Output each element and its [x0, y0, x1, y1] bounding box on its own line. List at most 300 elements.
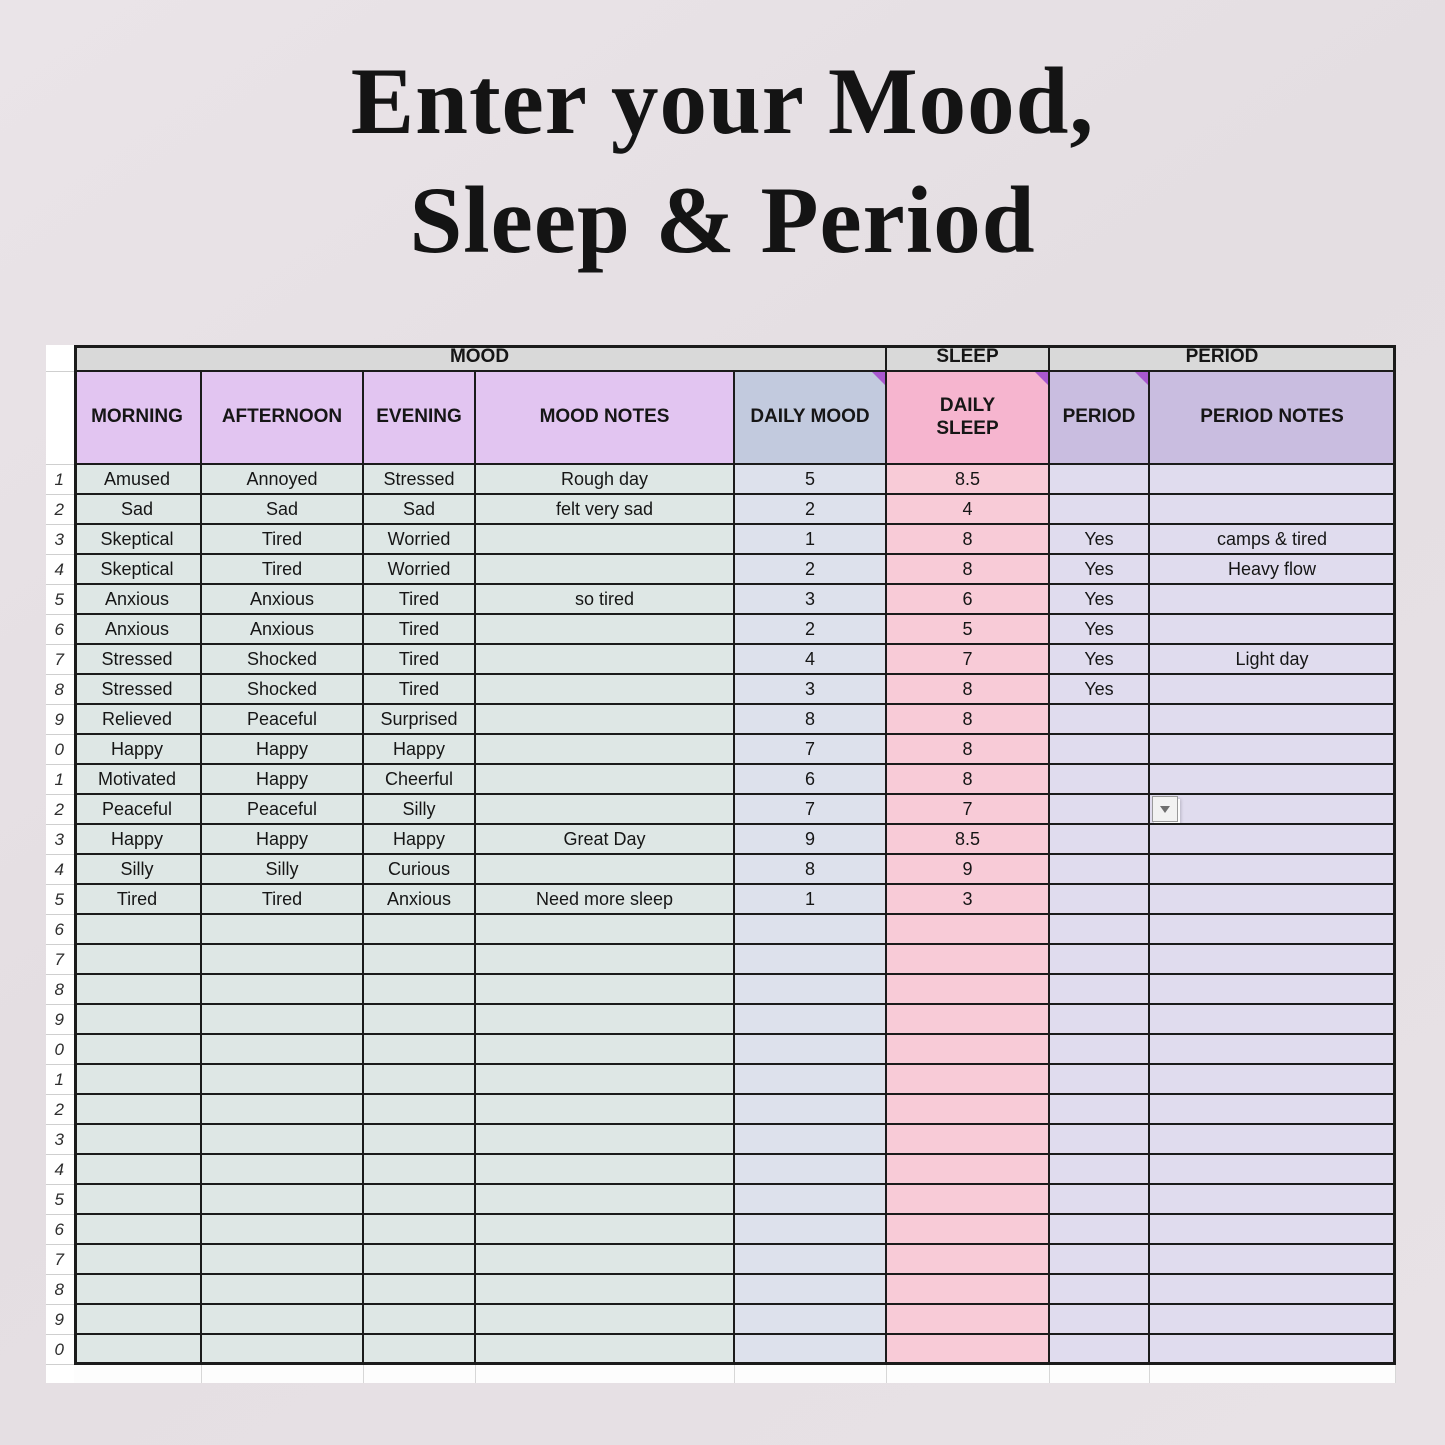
cell-evening[interactable]: [364, 1095, 476, 1125]
cell-morning[interactable]: [74, 1095, 202, 1125]
cell-period_notes[interactable]: [1150, 1035, 1396, 1065]
spreadsheet: [46, 345, 1396, 1383]
cell-mood_notes[interactable]: [476, 735, 735, 765]
cell-period_notes[interactable]: [1150, 1095, 1396, 1125]
row-number[interactable]: [46, 1095, 74, 1125]
cell-period_notes[interactable]: [1150, 855, 1396, 885]
row-number[interactable]: [46, 765, 74, 795]
group-header-sleep[interactable]: [887, 345, 1050, 372]
cell-period[interactable]: [1050, 1095, 1150, 1125]
cell-period[interactable]: [1050, 1245, 1150, 1275]
cell-daily_mood[interactable]: [735, 525, 887, 555]
row-number[interactable]: [46, 525, 74, 555]
cell-evening[interactable]: [364, 885, 476, 915]
cell-value: Yes: [1084, 678, 1114, 699]
cell-period[interactable]: [1050, 1065, 1150, 1095]
cell-daily_sleep[interactable]: [887, 855, 1050, 885]
cell-evening[interactable]: [364, 705, 476, 735]
page-title-line1: Enter your Mood,: [350, 48, 1095, 154]
cell-period_notes[interactable]: [1150, 885, 1396, 915]
row-number[interactable]: [46, 1215, 74, 1245]
cell-period_notes[interactable]: [1150, 675, 1396, 705]
cell-evening[interactable]: [364, 525, 476, 555]
cell-mood_notes[interactable]: [476, 1125, 735, 1155]
cell-daily_sleep[interactable]: [887, 1305, 1050, 1335]
cell-value: Shocked: [246, 648, 318, 669]
row-number[interactable]: [46, 495, 74, 525]
cell-mood_notes[interactable]: [476, 1245, 735, 1275]
row-number[interactable]: [46, 1005, 74, 1035]
cell-daily_mood[interactable]: [735, 885, 887, 915]
cell-morning[interactable]: [74, 795, 202, 825]
row-number[interactable]: [46, 1035, 74, 1065]
cell-period[interactable]: [1050, 495, 1150, 525]
cell-mood_notes[interactable]: [476, 855, 735, 885]
cell-period[interactable]: [1050, 1185, 1150, 1215]
cell-afternoon[interactable]: [202, 1185, 364, 1215]
cell-daily_sleep[interactable]: [887, 1215, 1050, 1245]
cell-daily_sleep[interactable]: [887, 825, 1050, 855]
cell-period[interactable]: [1050, 855, 1150, 885]
row-number[interactable]: [46, 1335, 74, 1365]
cell-afternoon[interactable]: [202, 885, 364, 915]
cell-mood_notes[interactable]: [476, 585, 735, 615]
cell-mood_notes[interactable]: [476, 645, 735, 675]
row-number[interactable]: [46, 945, 74, 975]
cell-evening[interactable]: [364, 1035, 476, 1065]
cell-daily_mood[interactable]: [735, 945, 887, 975]
cell-daily_mood[interactable]: [735, 855, 887, 885]
cell-daily_sleep[interactable]: [887, 1095, 1050, 1125]
cell-afternoon[interactable]: [202, 915, 364, 945]
cell-period[interactable]: [1050, 615, 1150, 645]
cell-afternoon[interactable]: [202, 855, 364, 885]
cell-daily_sleep[interactable]: [887, 1245, 1050, 1275]
cell-mood_notes[interactable]: [476, 825, 735, 855]
cell-value: Silly: [265, 858, 299, 879]
header-morning[interactable]: [74, 372, 202, 465]
cell-period_notes[interactable]: [1150, 945, 1396, 975]
cell-evening[interactable]: [364, 1185, 476, 1215]
header-mood_notes[interactable]: [476, 372, 735, 465]
cell-period_notes[interactable]: [1150, 1005, 1396, 1035]
cell-daily_mood[interactable]: [735, 825, 887, 855]
cell-afternoon[interactable]: [202, 975, 364, 1005]
cell-daily_sleep[interactable]: [887, 645, 1050, 675]
cell-mood_notes[interactable]: [476, 1095, 735, 1125]
row-number[interactable]: [46, 555, 74, 585]
cell-value: Happy: [392, 738, 446, 759]
cell-daily_sleep[interactable]: [887, 1005, 1050, 1035]
cell-value: 6: [804, 768, 815, 789]
cell-morning[interactable]: [74, 525, 202, 555]
cell-period_notes[interactable]: [1150, 585, 1396, 615]
cell-morning[interactable]: [74, 1215, 202, 1245]
cell-evening[interactable]: [364, 1275, 476, 1305]
cell-afternoon[interactable]: [202, 735, 364, 765]
cell-period_notes[interactable]: [1150, 1335, 1396, 1365]
cell-afternoon[interactable]: [202, 525, 364, 555]
cell-daily_mood[interactable]: [735, 585, 887, 615]
cell-daily_mood[interactable]: [735, 1305, 887, 1335]
cell-daily_sleep[interactable]: [887, 1155, 1050, 1185]
group-header-mood[interactable]: [74, 345, 887, 372]
cell-morning[interactable]: [74, 495, 202, 525]
cell-afternoon[interactable]: [202, 1155, 364, 1185]
cell-morning[interactable]: [74, 915, 202, 945]
cell-evening[interactable]: [364, 915, 476, 945]
cell-period_notes[interactable]: [1150, 645, 1396, 675]
group-header-period[interactable]: [1050, 345, 1396, 372]
cell-daily_mood[interactable]: [735, 1155, 887, 1185]
cell-morning[interactable]: [74, 465, 202, 495]
cell-morning[interactable]: [74, 825, 202, 855]
cell-daily_sleep[interactable]: [887, 915, 1050, 945]
cell-mood_notes[interactable]: [476, 1215, 735, 1245]
cell-period[interactable]: [1050, 945, 1150, 975]
cell-morning[interactable]: [74, 555, 202, 585]
row-number[interactable]: [46, 1305, 74, 1335]
row-number[interactable]: [46, 1275, 74, 1305]
row-number[interactable]: [46, 855, 74, 885]
cell-afternoon[interactable]: [202, 675, 364, 705]
cell-value: Rough day: [560, 468, 649, 489]
cell-mood_notes[interactable]: [476, 1305, 735, 1335]
cell-mood_notes[interactable]: [476, 615, 735, 645]
cell-morning[interactable]: [74, 585, 202, 615]
row-number[interactable]: [46, 615, 74, 645]
cell-morning[interactable]: [74, 1335, 202, 1365]
cell-evening[interactable]: [364, 975, 476, 1005]
cell-period[interactable]: [1050, 885, 1150, 915]
row-number-label: 1: [54, 1069, 64, 1089]
row-number[interactable]: [46, 1245, 74, 1275]
cell-period[interactable]: [1050, 1125, 1150, 1155]
cell-daily_mood[interactable]: [735, 1035, 887, 1065]
cell-evening[interactable]: [364, 1065, 476, 1095]
cell-daily_sleep[interactable]: [887, 1275, 1050, 1305]
cell-daily_mood[interactable]: [735, 1275, 887, 1305]
cell-period_notes[interactable]: [1150, 1185, 1396, 1215]
cell-period_notes[interactable]: [1150, 1215, 1396, 1245]
cell-daily_sleep[interactable]: [887, 705, 1050, 735]
cell-period[interactable]: [1050, 765, 1150, 795]
cell-period_notes[interactable]: [1150, 915, 1396, 945]
cell-morning[interactable]: [74, 885, 202, 915]
cell-daily_sleep[interactable]: [887, 1125, 1050, 1155]
cell-value: 8: [962, 738, 973, 759]
cell-period_notes[interactable]: [1150, 975, 1396, 1005]
cell-mood_notes[interactable]: [476, 795, 735, 825]
cell-period[interactable]: [1050, 675, 1150, 705]
cell-period[interactable]: [1050, 1305, 1150, 1335]
column-header-label: DAILY SLEEP: [936, 394, 999, 439]
cell-value: Sad: [120, 498, 154, 519]
cell-period_notes[interactable]: [1150, 495, 1396, 525]
cell-mood_notes[interactable]: [476, 975, 735, 1005]
row-number[interactable]: [46, 1155, 74, 1185]
cell-mood_notes[interactable]: [476, 765, 735, 795]
cell-mood_notes[interactable]: [476, 555, 735, 585]
cell-daily_sleep[interactable]: [887, 615, 1050, 645]
cell-value: Relieved: [101, 708, 173, 729]
cell-morning[interactable]: [74, 675, 202, 705]
cell-period[interactable]: [1050, 555, 1150, 585]
cell-period_notes[interactable]: [1150, 615, 1396, 645]
cell-evening[interactable]: [364, 795, 476, 825]
cell-afternoon[interactable]: [202, 1125, 364, 1155]
cell-period_notes[interactable]: [1150, 1245, 1396, 1275]
cell-period_notes[interactable]: [1150, 825, 1396, 855]
cell-mood_notes[interactable]: [476, 705, 735, 735]
cell-period[interactable]: [1050, 1035, 1150, 1065]
cell-afternoon[interactable]: [202, 825, 364, 855]
cell-period[interactable]: [1050, 525, 1150, 555]
cell-afternoon[interactable]: [202, 705, 364, 735]
page-title-line2: Sleep & Period: [409, 166, 1036, 273]
cell-mood_notes[interactable]: [476, 1185, 735, 1215]
cell-mood_notes[interactable]: [476, 1065, 735, 1095]
cell-morning[interactable]: [74, 855, 202, 885]
cell-daily_mood[interactable]: [735, 1125, 887, 1155]
dropdown-button[interactable]: [1152, 796, 1178, 822]
cell-daily_sleep[interactable]: [887, 1185, 1050, 1215]
cell-period_notes[interactable]: [1150, 1305, 1396, 1335]
cell-afternoon[interactable]: [202, 1095, 364, 1125]
cell-period[interactable]: [1050, 735, 1150, 765]
cell-mood_notes[interactable]: [476, 1335, 735, 1365]
cell-evening[interactable]: [364, 1335, 476, 1365]
cell-daily_mood[interactable]: [735, 915, 887, 945]
cell-daily_sleep[interactable]: [887, 885, 1050, 915]
cell-afternoon[interactable]: [202, 1275, 364, 1305]
cell-period_notes[interactable]: [1150, 1065, 1396, 1095]
cell-daily_mood[interactable]: [735, 1065, 887, 1095]
header-daily_sleep[interactable]: [887, 372, 1050, 465]
cell-afternoon[interactable]: [202, 585, 364, 615]
cell-afternoon[interactable]: [202, 1215, 364, 1245]
cell-daily_mood[interactable]: [735, 1005, 887, 1035]
cell-daily_sleep[interactable]: [887, 765, 1050, 795]
row-number[interactable]: [46, 795, 74, 825]
cell-afternoon[interactable]: [202, 765, 364, 795]
row-number[interactable]: [46, 645, 74, 675]
cell-evening[interactable]: [364, 1305, 476, 1335]
cell-daily_sleep[interactable]: [887, 555, 1050, 585]
cell-evening[interactable]: [364, 675, 476, 705]
cell-daily_mood[interactable]: [735, 555, 887, 585]
cell-period_notes[interactable]: [1150, 1155, 1396, 1185]
cell-daily_mood[interactable]: [735, 675, 887, 705]
cell-value: camps & tired: [1216, 528, 1328, 549]
cell-afternoon[interactable]: [202, 615, 364, 645]
cell-afternoon[interactable]: [202, 1065, 364, 1095]
cell-daily_mood[interactable]: [735, 645, 887, 675]
cell-morning[interactable]: [74, 645, 202, 675]
cell-period[interactable]: [1050, 1005, 1150, 1035]
cell-daily_mood[interactable]: [735, 1335, 887, 1365]
row-number[interactable]: [46, 465, 74, 495]
cell-mood_notes[interactable]: [476, 1275, 735, 1305]
cell-afternoon[interactable]: [202, 1035, 364, 1065]
cell-mood_notes[interactable]: [476, 525, 735, 555]
cell-evening[interactable]: [364, 615, 476, 645]
cell-evening[interactable]: [364, 585, 476, 615]
cell-mood_notes[interactable]: [476, 495, 735, 525]
cell-period[interactable]: [1050, 795, 1150, 825]
cell-period_notes[interactable]: [1150, 765, 1396, 795]
row-number[interactable]: [46, 585, 74, 615]
cell-daily_sleep[interactable]: [887, 525, 1050, 555]
cell-mood_notes[interactable]: [476, 1005, 735, 1035]
cell-period_notes[interactable]: [1150, 1275, 1396, 1305]
cell-afternoon[interactable]: [202, 465, 364, 495]
cell-period[interactable]: [1050, 1335, 1150, 1365]
cell-evening[interactable]: [364, 1155, 476, 1185]
cell-period_notes[interactable]: [1150, 1125, 1396, 1155]
row-number[interactable]: [46, 705, 74, 735]
cell-period_notes[interactable]: [1150, 525, 1396, 555]
cell-period_notes[interactable]: [1150, 735, 1396, 765]
cell-daily_sleep[interactable]: [887, 735, 1050, 765]
cell-evening[interactable]: [364, 1005, 476, 1035]
cell-daily_mood[interactable]: [735, 735, 887, 765]
cell-daily_sleep[interactable]: [887, 1065, 1050, 1095]
cell-evening[interactable]: [364, 1245, 476, 1275]
cell-morning[interactable]: [74, 735, 202, 765]
cell-morning[interactable]: [74, 1125, 202, 1155]
cell-period[interactable]: [1050, 645, 1150, 675]
cell-daily_mood[interactable]: [735, 495, 887, 525]
cell-period[interactable]: [1050, 1155, 1150, 1185]
cell-evening[interactable]: [364, 465, 476, 495]
cell-period[interactable]: [1050, 915, 1150, 945]
header-afternoon[interactable]: [202, 372, 364, 465]
cell-daily_mood[interactable]: [735, 1215, 887, 1245]
cell-daily_mood[interactable]: [735, 705, 887, 735]
cell-evening[interactable]: [364, 855, 476, 885]
cell-morning[interactable]: [74, 1275, 202, 1305]
cell-period[interactable]: [1050, 975, 1150, 1005]
row-number[interactable]: [46, 1065, 74, 1095]
cell-afternoon[interactable]: [202, 645, 364, 675]
cell-mood_notes[interactable]: [476, 1155, 735, 1185]
cell-daily_mood[interactable]: [735, 795, 887, 825]
row-number[interactable]: [46, 825, 74, 855]
cell-period_notes[interactable]: [1150, 705, 1396, 735]
cell-value: 8.5: [954, 828, 981, 849]
cell-daily_sleep[interactable]: [887, 495, 1050, 525]
cell-evening[interactable]: [364, 945, 476, 975]
cell-morning[interactable]: [74, 615, 202, 645]
cell-daily_sleep[interactable]: [887, 465, 1050, 495]
cell-daily_mood[interactable]: [735, 975, 887, 1005]
cell-afternoon[interactable]: [202, 1005, 364, 1035]
cell-morning[interactable]: [74, 945, 202, 975]
cell-period[interactable]: [1050, 585, 1150, 615]
cell-daily_sleep[interactable]: [887, 675, 1050, 705]
cell-morning[interactable]: [74, 1035, 202, 1065]
cell-mood_notes[interactable]: [476, 915, 735, 945]
cell-mood_notes[interactable]: [476, 1035, 735, 1065]
row-number-label: 7: [54, 649, 64, 669]
cell-period[interactable]: [1050, 465, 1150, 495]
cell-mood_notes[interactable]: [476, 885, 735, 915]
cell-value: 8: [962, 528, 973, 549]
cell-period_notes[interactable]: [1150, 555, 1396, 585]
header-period_notes[interactable]: [1150, 372, 1396, 465]
cell-afternoon[interactable]: [202, 555, 364, 585]
row-number[interactable]: [46, 1125, 74, 1155]
cell-evening[interactable]: [364, 495, 476, 525]
cell-evening[interactable]: [364, 1215, 476, 1245]
cell-afternoon[interactable]: [202, 1335, 364, 1365]
cell-daily_mood[interactable]: [735, 615, 887, 645]
cell-evening[interactable]: [364, 735, 476, 765]
row-number[interactable]: [46, 885, 74, 915]
cell-daily_sleep[interactable]: [887, 1335, 1050, 1365]
cell-morning[interactable]: [74, 1155, 202, 1185]
cell-morning[interactable]: [74, 1245, 202, 1275]
cell-afternoon[interactable]: [202, 1245, 364, 1275]
cell-daily_mood[interactable]: [735, 1245, 887, 1275]
cell-morning[interactable]: [74, 1185, 202, 1215]
cell-daily_mood[interactable]: [735, 1095, 887, 1125]
cell-daily_mood[interactable]: [735, 465, 887, 495]
cell-afternoon[interactable]: [202, 495, 364, 525]
cell-daily_sleep[interactable]: [887, 1035, 1050, 1065]
row-number[interactable]: [46, 735, 74, 765]
cell-afternoon[interactable]: [202, 795, 364, 825]
header-daily_mood[interactable]: [735, 372, 887, 465]
row-number[interactable]: [46, 1185, 74, 1215]
cell-morning[interactable]: [74, 765, 202, 795]
cell-afternoon[interactable]: [202, 945, 364, 975]
cell-evening[interactable]: [364, 555, 476, 585]
cell-afternoon[interactable]: [202, 1305, 364, 1335]
row-number[interactable]: [46, 675, 74, 705]
cell-evening[interactable]: [364, 765, 476, 795]
cell-mood_notes[interactable]: [476, 945, 735, 975]
cell-evening[interactable]: [364, 825, 476, 855]
cell-daily_sleep[interactable]: [887, 945, 1050, 975]
cell-period_notes[interactable]: [1150, 465, 1396, 495]
cell-daily_sleep[interactable]: [887, 975, 1050, 1005]
cell-period_notes[interactable]: [1150, 795, 1396, 825]
cell-morning[interactable]: [74, 975, 202, 1005]
cell-daily_sleep[interactable]: [887, 585, 1050, 615]
row-number[interactable]: [46, 915, 74, 945]
row-number[interactable]: [46, 975, 74, 1005]
cell-period[interactable]: [1050, 825, 1150, 855]
cell-daily_mood[interactable]: [735, 765, 887, 795]
cell-mood_notes[interactable]: [476, 675, 735, 705]
cell-morning[interactable]: [74, 1065, 202, 1095]
cell-morning[interactable]: [74, 705, 202, 735]
cell-morning[interactable]: [74, 1005, 202, 1035]
cell-period[interactable]: [1050, 705, 1150, 735]
cell-evening[interactable]: [364, 1125, 476, 1155]
cell-daily_sleep[interactable]: [887, 795, 1050, 825]
cell-period[interactable]: [1050, 1275, 1150, 1305]
cell-daily_mood[interactable]: [735, 1185, 887, 1215]
cell-morning[interactable]: [74, 1305, 202, 1335]
cell-mood_notes[interactable]: [476, 465, 735, 495]
cell-evening[interactable]: [364, 645, 476, 675]
header-evening[interactable]: [364, 372, 476, 465]
header-period[interactable]: [1050, 372, 1150, 465]
cell-period[interactable]: [1050, 1215, 1150, 1245]
